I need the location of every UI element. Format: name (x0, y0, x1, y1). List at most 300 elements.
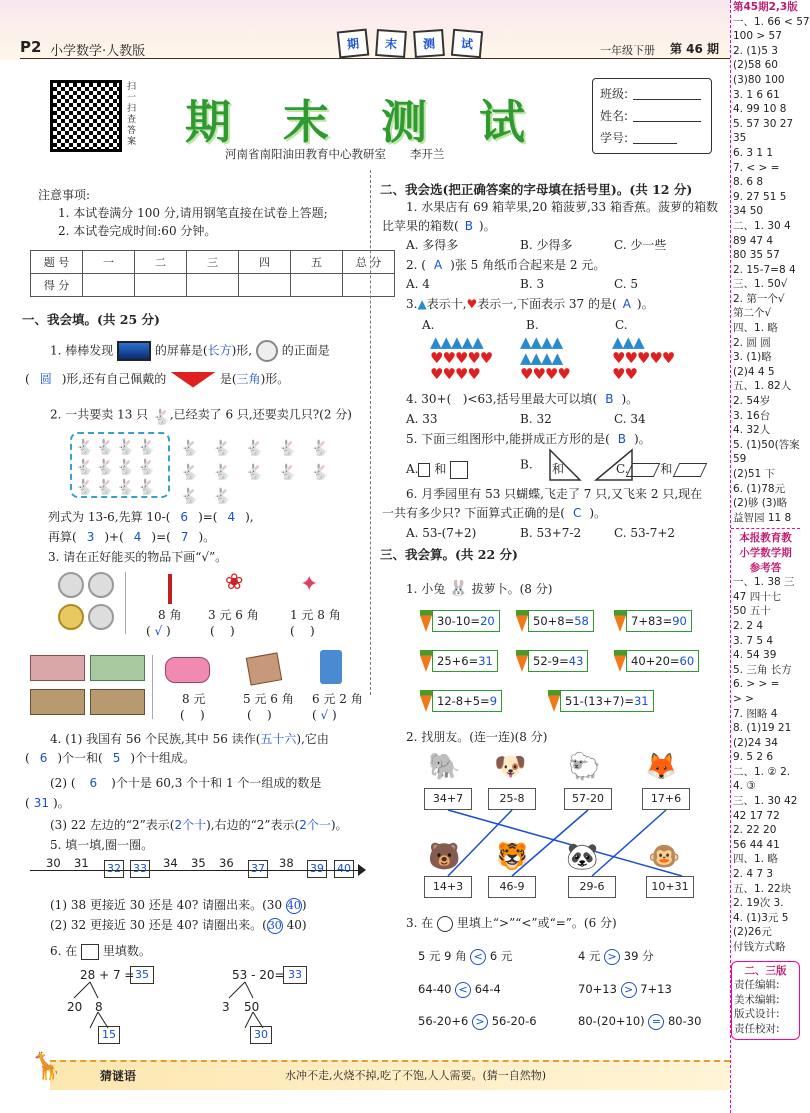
compare-right: 56-20-6 (491, 1014, 537, 1028)
s2-o5b-and: 和 (552, 462, 565, 476)
score-cell[interactable] (135, 274, 187, 297)
s2-o3c: C. (615, 318, 628, 332)
answer-line: 2. 圆 圆 (733, 336, 771, 349)
match-bottom-4[interactable]: 10+31 (646, 876, 694, 898)
carrot-eq-7 (420, 690, 502, 712)
answer-line: 47 四十七 (733, 590, 782, 603)
answer-line: 2. 54岁 (733, 395, 771, 408)
answer: 2个一 (299, 818, 331, 832)
price-2: 3 元 6 角 (208, 608, 259, 622)
match-top-4[interactable]: 17+6 (642, 788, 690, 810)
s2-q1b (382, 217, 496, 236)
answer-line: 80 35 57 (733, 249, 780, 262)
answer-line: 6. > > = (733, 678, 780, 691)
answer-line: 100 > 57 (733, 30, 782, 43)
equation: 52-9= (533, 654, 569, 668)
nl-34: 34 (163, 856, 178, 870)
s2-q3-text: 3. (406, 297, 418, 311)
header-rule (20, 58, 730, 59)
red-scarf-icon (170, 372, 216, 388)
answer: 长方 (207, 343, 232, 358)
answer: 2个十 (174, 818, 207, 832)
answer-line: 五、1. 82人 (733, 380, 792, 393)
calc-1-part-b: 8 (95, 1000, 103, 1014)
answer-line: 50 五十 (733, 605, 771, 618)
price-6: 6 元 2 角 (312, 692, 363, 706)
compare-right: 80-30 (667, 1014, 702, 1028)
section-2-title: 二、我会选(把正确答案的字母填在括号里)。(共 12 分) (380, 182, 693, 197)
answer: 90 (672, 614, 687, 628)
qr-label: 扫一扫 查答案 (127, 82, 137, 147)
compare-answer: > (604, 949, 620, 965)
score-head-3: 二 (135, 251, 187, 274)
answer-line: 2. 2 4 (733, 619, 764, 632)
s2-o5-text: B. (520, 457, 533, 472)
s2-q5-text: )。 (634, 432, 651, 446)
carrot-eq-1 (420, 610, 500, 632)
price-4: 8 元 (182, 692, 206, 706)
id-label: 学号: (600, 131, 629, 145)
rose-icon: ❀ (225, 570, 244, 595)
answer: A (433, 258, 443, 272)
carrot-icon (420, 610, 432, 632)
s3-q1-text: 1. 小兔 (406, 582, 446, 596)
answer-line: 3. 16台 (733, 409, 771, 422)
tick-slot-4[interactable]: ( ) (180, 708, 205, 722)
answer-line: 4. (1)3元 5 (733, 911, 789, 924)
answer-line: 2. (1)5 3 (733, 44, 778, 57)
answer-line: 4. 32人 (733, 424, 771, 437)
bear-icon: 🐻 (428, 842, 461, 872)
s1-q1 (50, 340, 365, 362)
carrot-icon (548, 690, 560, 712)
blank-circle (437, 916, 453, 932)
s1-q4-text: (2) ( (50, 776, 76, 790)
carrot-icon (614, 650, 626, 672)
coins-group (58, 572, 118, 634)
carrot-icon (614, 610, 626, 632)
s1-q1-text: )形,还有自己佩戴的 (61, 372, 167, 386)
answer-line: 2. 4 7 3 (733, 868, 774, 881)
q3-separator (125, 572, 126, 634)
answer: 圆 (39, 372, 52, 386)
answer: 58 (574, 614, 589, 628)
equation-box (560, 690, 654, 712)
page-title: 期 末 测 试 (185, 95, 544, 149)
issue-label: 第 46 期 (670, 42, 720, 56)
s2-o4a: A. 33 (406, 412, 438, 426)
s1-q2 (50, 405, 352, 425)
rabbits-remaining-group: 🐇🐇🐇🐇🐇🐇🐇🐇🐇🐇🐇🐇 (180, 439, 344, 505)
score-head-4: 三 (187, 251, 239, 274)
equation-box (528, 650, 588, 672)
answer-line: 3. (1)略 (733, 351, 772, 364)
answer-line: 2. 第一个√ (733, 292, 785, 305)
answer-line: 2. 22 20 (733, 824, 777, 837)
s1-q6-text: 里填数。 (102, 944, 151, 958)
compare-left: 56-20+6 (418, 1014, 469, 1028)
answer: 4 (227, 510, 236, 524)
promo-block (731, 528, 800, 575)
compare-answer: < (455, 982, 471, 998)
parallelogram-shape (625, 463, 660, 477)
s2-q3 (406, 295, 654, 314)
score-head-7: 总 分 (343, 251, 395, 274)
s1-q2-text: 列式为 13-6,先算 10-( (48, 510, 171, 524)
score-cell[interactable] (343, 274, 395, 297)
answer-line: 5. 三角 长方 (733, 663, 792, 676)
nl-35: 35 (191, 856, 206, 870)
riddle-text: 水冲不走,火烧不掉,吃了不饱,人人需要。(猜一自然物) (285, 1069, 547, 1082)
answer-line: 二、1. ② 2. (733, 765, 791, 778)
s1-q4-text: )。 (330, 818, 348, 832)
compare-answer: < (470, 949, 486, 965)
compare-left: 80-(20+10) (578, 1014, 645, 1028)
banknotes-group (30, 655, 148, 719)
pinwheel-icon: ✦ (300, 572, 319, 597)
elephant-icon: 🐘 (428, 752, 461, 782)
circled-answer: 40 (286, 898, 301, 912)
answer-lines-1 (731, 15, 810, 526)
answer-line: 56 44 41 (733, 838, 780, 851)
author-org: 河南省南阳油田教育中心教研室 (225, 147, 386, 161)
answer-line: 6. 3 1 1 (733, 146, 774, 159)
answer-line: 42 17 72 (733, 809, 780, 822)
compare-4 (578, 980, 672, 998)
nl-38: 38 (279, 856, 294, 870)
answer-line: 第二个√ (733, 307, 772, 320)
compare-left: 4 元 (578, 949, 601, 963)
s2-o5-text: 和 (660, 462, 673, 476)
carrot-eq-3 (614, 610, 692, 632)
promo-line: 本报教育教 (739, 532, 792, 545)
subject-label: 小学数学·人教版 (50, 44, 146, 59)
answer-sidebar (730, 0, 810, 1113)
section-1-title: 一、我会填。(共 25 分) (22, 312, 160, 327)
s1-q4-text: ( (25, 796, 30, 810)
answer: 6 (180, 510, 189, 524)
calc-1-eq: 28 + 7 = (80, 968, 135, 982)
arrow-right-icon (358, 864, 366, 876)
s1-q2-text: )。 (198, 530, 216, 544)
s1-q1-text: 的屏幕是( (154, 343, 208, 358)
answer-line: (2)4 4 5 (733, 365, 775, 378)
s1-q2-eq1 (48, 508, 254, 527)
s1-q2-text: )+( (104, 530, 124, 544)
answer: 3 (86, 530, 95, 544)
compare-right: 39 分 (623, 949, 654, 963)
q3-separator (152, 655, 153, 719)
match-top-1[interactable]: 34+7 (424, 788, 472, 810)
equation-box (626, 610, 692, 632)
match-top-2[interactable]: 25-8 (488, 788, 536, 810)
tiger-icon: 🐯 (496, 842, 529, 872)
nl-30: 30 (46, 856, 61, 870)
tick-slot-2[interactable]: ( ) (210, 624, 235, 638)
score-table (30, 250, 395, 297)
answer: 6 (39, 751, 48, 765)
price-1: 8 角 (158, 608, 182, 622)
compare-left: 64-40 (418, 982, 452, 996)
match-bottom-3[interactable]: 29-6 (568, 876, 616, 898)
promo-line: 小学数学期 (739, 546, 792, 559)
nl-32: 32 (104, 860, 124, 878)
answer-line: (3)80 100 (733, 73, 785, 86)
notes-2: 2. 本试卷完成时间:60 分钟。 (58, 224, 217, 238)
s1-q4-1b (25, 749, 195, 768)
s3-q3-text: 3. 在 (406, 916, 434, 930)
answer: B (605, 392, 614, 406)
carrot-eq-6 (614, 650, 699, 672)
calc-2-eq: 53 - 20= (232, 968, 285, 982)
equation: 25+6= (437, 654, 479, 668)
heart-icon: ♥ (466, 297, 478, 311)
s2-q4-text: 4. 30+( (406, 392, 452, 406)
tag-2: 末 (375, 29, 407, 58)
nl-31: 31 (74, 856, 89, 870)
s2-o5a (406, 460, 468, 479)
s1-q1-text: 是( (219, 372, 237, 386)
compare-left: 5 元 9 角 (418, 949, 467, 963)
s1-q1-text: )形。 (260, 372, 290, 386)
score-cell[interactable] (83, 274, 135, 297)
s1-q4-text: ( (25, 751, 30, 765)
section-3-title: 三、我会算。(共 22 分) (380, 547, 518, 562)
tag-1: 期 (337, 29, 370, 59)
editor-line: 版式设计: (734, 1008, 780, 1021)
s2-o6b: B. 53+7-2 (520, 526, 582, 540)
monitor-icon (117, 341, 151, 361)
answer: A (622, 297, 631, 311)
s2-q6b (382, 504, 606, 523)
class-label: 班级: (600, 87, 629, 101)
page-number: P2 (20, 38, 42, 56)
answer-line: (2)51 下 (733, 468, 776, 480)
answer-line: 三、1. 30 42 (733, 795, 798, 808)
s2-q3-text: )。 (636, 297, 654, 311)
author-name: 李开兰 (410, 147, 445, 161)
s1-q5-title: 5. 填一填,圈一圈。 (50, 838, 154, 852)
answer: √ (154, 624, 163, 638)
s2-o1a: A. 多得多 (406, 238, 459, 252)
answer-line: 2. 15-7=8 4 (733, 263, 796, 276)
answer-line: 4. 99 10 8 (733, 103, 787, 116)
score-cell[interactable] (187, 274, 239, 297)
s2-o5-text: A. (406, 462, 419, 476)
compare-answer: > (472, 1014, 488, 1030)
s2-o4b: B. 32 (520, 412, 552, 426)
s1-q4-text: )个一和( (57, 751, 103, 765)
s1-q3-title: 3. 请在正好能买的物品下画“√”。 (48, 550, 228, 564)
s1-q5-2: (2) 32 更接近 30 还是 40? 请圈出来。(30 40) (50, 918, 307, 932)
s1-q2-text: )=( (151, 530, 171, 544)
compare-left: 70+13 (578, 982, 617, 996)
price-3: 1 元 8 角 (290, 608, 341, 622)
student-info-box (592, 78, 712, 154)
id-field[interactable] (633, 143, 677, 144)
score-head-2: 一 (83, 251, 135, 274)
tick-slot-1[interactable]: ( √ ) (146, 624, 171, 638)
equation: 51-(13+7)= (565, 694, 634, 708)
answer: C (572, 506, 582, 520)
equation: 50+8= (533, 614, 575, 628)
promo-line: 参考答 (749, 561, 782, 574)
answer-line: 8. 6 8 (733, 176, 764, 189)
s1-q4-text: )个十是 60,3 个十和 1 个一组成的数是 (111, 776, 322, 790)
s2-o3a: A. (422, 318, 435, 332)
tick-slot-6[interactable]: ( √ ) (312, 708, 337, 722)
s3-q2-title: 2. 找朋友。(连一连)(8 分) (406, 730, 548, 744)
score-cell[interactable] (239, 274, 291, 297)
match-bottom-2[interactable]: 46-9 (488, 876, 536, 898)
compare-right: 6 元 (489, 949, 513, 963)
s1-q4-text: 4. (1) 我国有 56 个民族,其中 56 读作( (50, 732, 261, 746)
answer-line: (2)26元 (733, 926, 772, 939)
s1-q5-text: 40 (286, 918, 302, 932)
square-shape (450, 461, 468, 479)
answer: 31 (478, 654, 493, 668)
answer-line: > > (733, 692, 754, 705)
answer: 7 (180, 530, 189, 544)
s2-q5 (406, 430, 651, 449)
answer-line: 7. < > = (733, 161, 780, 174)
answer-line: 三、1. 50√ (733, 278, 788, 291)
s2-q4 (406, 390, 638, 409)
pencil-icon (168, 574, 172, 604)
s2-q6-text: 一共有多少只? 下面算式正确的是( (382, 506, 565, 520)
s2-q1: 1. 水果店有 69 箱苹果,20 箱菠萝,33 箱香蕉。菠萝的箱数 (406, 200, 718, 214)
answer-line: (2)够 (3)略 (733, 497, 788, 510)
carrot-eq-4 (420, 650, 498, 672)
answer-line: 四、1. 略 (733, 853, 778, 866)
s2-q1-text: 比苹果的箱数( (382, 219, 459, 233)
match-bottom-1[interactable]: 14+3 (424, 876, 472, 898)
compare-5 (418, 1012, 537, 1030)
pencil-box-icon (165, 657, 210, 683)
answer: 60 (679, 654, 695, 668)
panda-icon: 🐼 (566, 842, 599, 872)
triangle-icon: ▲ (417, 297, 427, 311)
s1-q5-text: (2) 32 更接近 30 还是 40? 请圈出来。( (50, 918, 267, 932)
dog-icon: 🐶 (494, 752, 527, 782)
s1-q6-text: 6. 在 (50, 944, 78, 958)
s2-q2-text: 2. ( (406, 258, 426, 272)
grade-label: 一年级下册 (600, 44, 655, 57)
calc-2-split: 30 (250, 1026, 272, 1044)
equation: 30-10= (437, 614, 481, 628)
editor-box (731, 961, 800, 1040)
answer: B (617, 432, 626, 446)
carrot-eq-5 (516, 650, 588, 672)
score-cell[interactable] (291, 274, 343, 297)
class-field[interactable] (633, 99, 701, 100)
sheep-icon: 🐑 (568, 752, 601, 782)
calc-2-answer: 33 (283, 966, 307, 984)
calc-1-answer: 35 (130, 966, 154, 984)
s1-q4-text: ),它由 (296, 732, 329, 746)
fox-icon: 🦊 (645, 752, 678, 782)
calc-2-part-a: 3 (222, 1000, 230, 1014)
score-row-values (31, 274, 395, 297)
carrot-icon (516, 650, 528, 672)
monkey-icon: 🐵 (648, 842, 681, 872)
answer-line: 一、1. 66 < 57 (733, 15, 810, 28)
s1-q2-text: )=( (198, 510, 218, 524)
calc-1-split: 15 (98, 1026, 120, 1044)
compare-6 (578, 1012, 701, 1030)
s1-q4-2 (50, 774, 321, 793)
answer-line: 7. 图略 4 (733, 707, 778, 720)
compare-answer: = (648, 1014, 664, 1030)
answer-lines-2 (731, 575, 800, 954)
answer-line: 5. (1)50(答案 (733, 438, 800, 451)
coin-icon (58, 604, 84, 630)
nl-36: 36 (219, 856, 234, 870)
s2-q2-text: )张 5 角纸币合起来是 2 元。 (450, 258, 606, 272)
s2-q6-text: )。 (589, 506, 607, 520)
name-field[interactable] (633, 121, 701, 122)
option-a-shapes: ▲▲▲▲▲ ♥♥♥♥♥ ♥♥♥♥ (430, 333, 493, 383)
tick-slot-5[interactable]: ( ) (247, 708, 272, 722)
nl-33: 33 (130, 860, 150, 878)
s2-q6: 6. 月季园里有 53 只蝴蝶,飞走了 7 只,又飞来 2 只,现在 (406, 487, 703, 501)
s3-q1 (406, 576, 552, 600)
carrot-eq-2 (516, 610, 594, 632)
banknote-icon (90, 689, 145, 715)
tick-slot-3[interactable]: ( ) (290, 624, 315, 638)
s2-q3-text: 表示十, (426, 297, 467, 311)
nl-39: 39 (307, 860, 327, 878)
s2-o2a: A. 4 (406, 277, 430, 291)
answer-line: 付钱方式略 (733, 941, 786, 953)
s1-q6-title (50, 942, 151, 961)
answer-line: (2)24 34 (733, 736, 778, 749)
s1-q1-cont (25, 370, 289, 389)
answer: 31 (633, 694, 649, 708)
answer-line: 9. 5 2 6 (733, 751, 774, 764)
equation: 12-8+5= (437, 694, 490, 708)
carrot-icon (420, 690, 432, 712)
banknote-icon (30, 655, 85, 681)
s1-q2-text: 2. 一共要卖 13 只 (50, 407, 149, 422)
answer: B (464, 219, 473, 233)
s1-q1-text: )形, (231, 343, 253, 358)
rabbit-icon: 🐇 (152, 408, 171, 426)
answer-line: 4. ③ (733, 780, 756, 793)
sharpener-icon (320, 650, 342, 684)
editor-line: 美术编辑: (734, 993, 780, 1006)
answer-line: 8. (1)19 21 (733, 722, 792, 735)
eraser-icon (246, 652, 282, 685)
match-top-3[interactable]: 57-20 (564, 788, 612, 810)
answer-sidebar-head: 第45期2,3版 (733, 1, 798, 13)
answer-line: 89 47 4 (733, 234, 774, 247)
s1-q2-text: 再算( (48, 530, 77, 544)
answer: 6 (89, 776, 98, 790)
editor-box-title: 二、三版 (744, 964, 787, 977)
carrot-icon (516, 610, 528, 632)
answer: 五十六 (260, 732, 297, 746)
editor-line: 责任校对: (734, 1022, 780, 1035)
answer-line: 二、1. 30 4 (733, 219, 791, 232)
answer: 三角 (236, 372, 261, 386)
s1-q5-1: (1) 38 更接近 30 还是 40? 请圈出来。(30 40) (50, 898, 307, 912)
compare-1 (418, 947, 512, 965)
s3-q3-text: 里填上“>”“<”或“=”。(6 分) (456, 916, 617, 930)
s1-q4-text: ),右边的“2”表示( (206, 818, 300, 832)
banknote-icon (30, 689, 85, 715)
coin-icon (88, 604, 114, 630)
